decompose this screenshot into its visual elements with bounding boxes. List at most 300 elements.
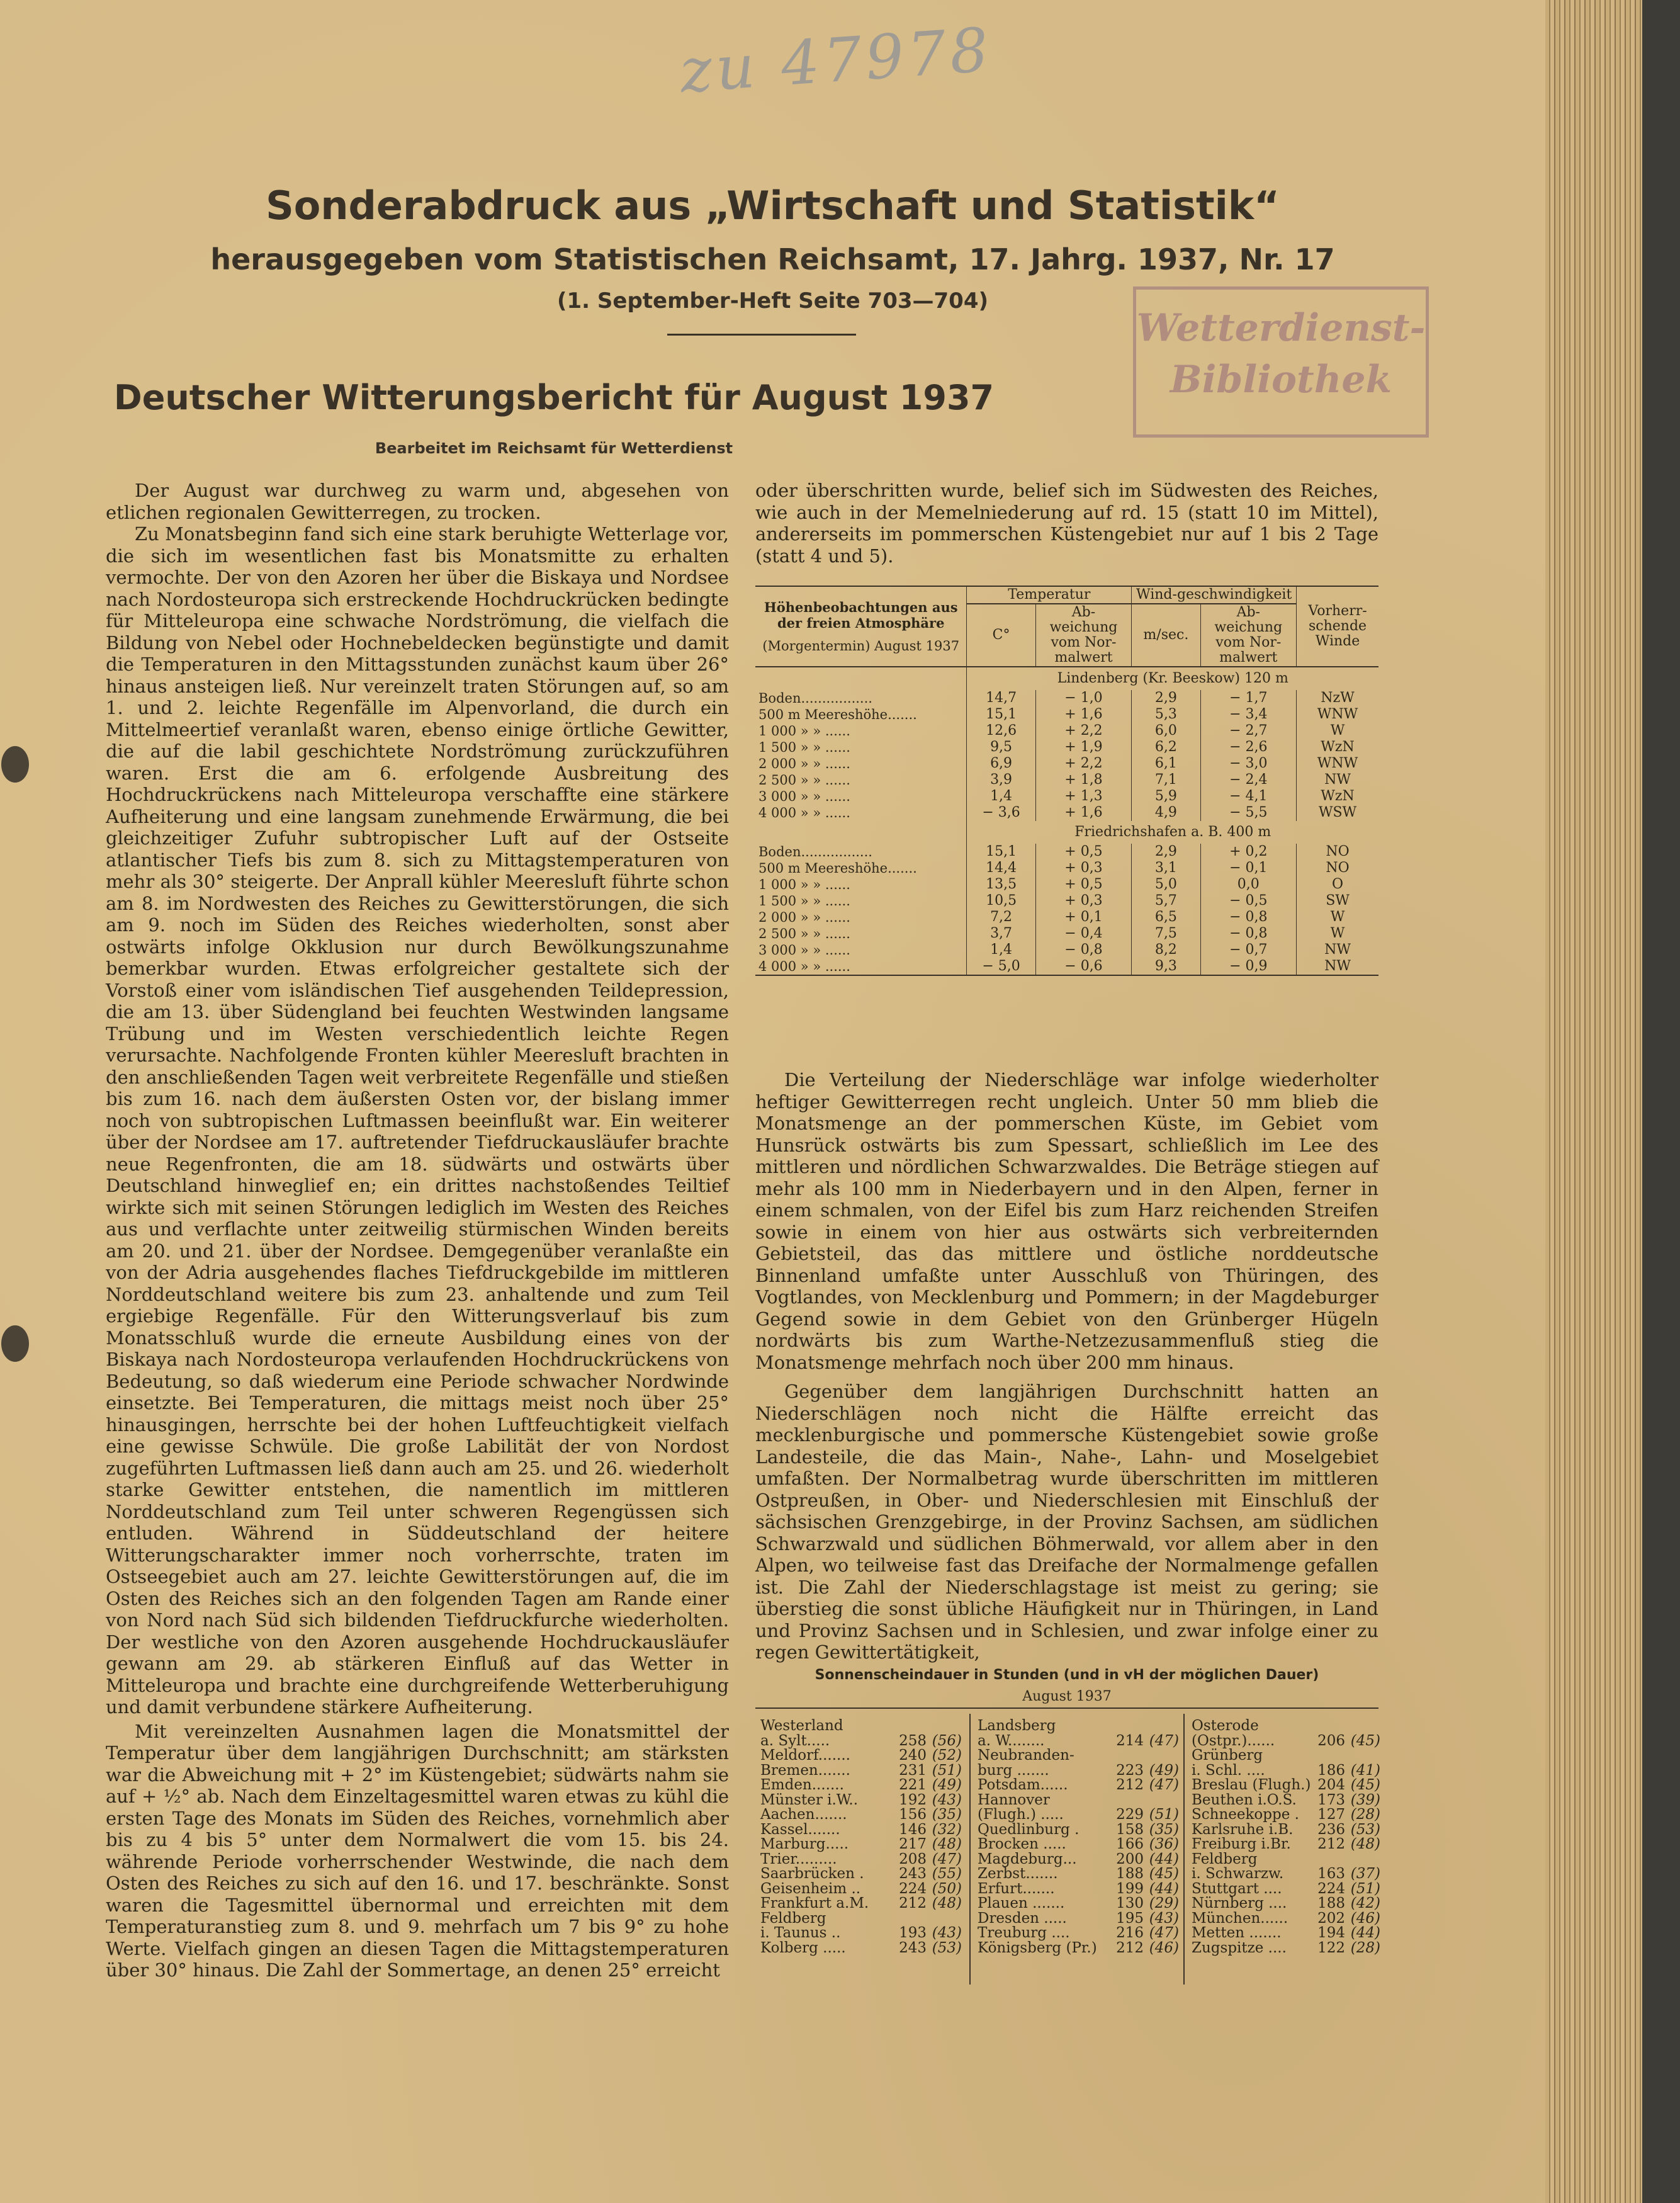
table-cell: NW xyxy=(1297,772,1378,788)
right-column-bottom xyxy=(755,1069,1378,1663)
upper-air-table-body xyxy=(755,667,1378,975)
paragraph: Die Verteilung der Niederschläge war infolge wiederholter heftiger Gewitterregen recht ungleich. Unter 50 mm blieb die Monatsmenge an der pommerschen Küste, im Gebiet vom Hunsrück ostwärts bis zum Spessart, schließlich im Lee des mittleren und nördlichen Schwarzwaldes. Die Beträge stiegen auf mehr als 100 mm in Niederbayern und in den Alpen, ferner in einem schmalen, von der Eifel bis zum Harz reichenden Streifen sowie in einem von hier aus ostwärts sich verbreiternden Gebietsteil, das das mittlere und östliche norddeutsche Binnenland umfaßte unter Ausschluß von Thüringen, des Vogtlandes, von Mecklenburg und Pommern; in der Magdeburger Gegend sowie in dem Gebiet von den Grünberger Hügeln nordwärts bis zum Warthe-Netzezusammenfluß stieg die Monatsmenge mehrfach noch über 200 mm hinaus. xyxy=(755,1069,1378,1373)
station-name: a. W........ xyxy=(978,1732,1045,1749)
table-row xyxy=(755,772,1378,788)
sunshine-hours: 163 xyxy=(1317,1866,1345,1882)
sunshine-hours: 188 xyxy=(1116,1866,1144,1882)
table-cell: + 2,2 xyxy=(1035,756,1132,772)
sunshine-percent xyxy=(1144,1793,1179,1808)
table-row xyxy=(755,723,1378,739)
table-header-temp: Temperatur xyxy=(967,586,1132,604)
table-cell: + 2,2 xyxy=(1035,723,1132,739)
station-name: Frankfurt a.M. xyxy=(760,1895,869,1911)
sunshine-percent: (41) xyxy=(1350,1762,1380,1779)
table-cell: + 1,3 xyxy=(1035,788,1132,805)
sunshine-percent: (39) xyxy=(1350,1791,1380,1808)
station-name: a. Sylt..... xyxy=(760,1732,830,1749)
paragraph: Der August war durchweg zu warm und, abgesehen von etlichen regionalen Gewitterregen, zu trocken. xyxy=(106,480,729,523)
station-name: Stuttgart .... xyxy=(1192,1880,1282,1897)
sunshine-percent: (56) xyxy=(932,1732,962,1749)
table-cell: 14,7 xyxy=(967,690,1035,706)
table-cell: NO xyxy=(1297,860,1378,876)
table-cell: SW xyxy=(1297,893,1378,909)
sunshine-hours: 188 xyxy=(1317,1895,1345,1911)
sunshine-percent: (44) xyxy=(1350,1925,1380,1941)
table-cell: + 1,6 xyxy=(1035,706,1132,723)
sunshine-hours: 231 xyxy=(899,1762,927,1779)
table-cell: WzN xyxy=(1297,788,1378,805)
station-row xyxy=(755,821,1378,844)
sunshine-entry xyxy=(760,1882,962,1897)
table-cell: 4,9 xyxy=(1132,805,1200,821)
sunshine-hours: 202 xyxy=(1317,1910,1345,1927)
table-cell: 13,5 xyxy=(967,876,1035,893)
sunshine-percent: (35) xyxy=(932,1806,962,1823)
sunshine-percent: (45) xyxy=(1350,1732,1380,1749)
sunshine-percent: (43) xyxy=(1149,1910,1179,1927)
binding-band xyxy=(1642,0,1680,2203)
sunshine-entry xyxy=(760,1911,962,1927)
table-cell: W xyxy=(1297,909,1378,926)
table-header-celsius: C° xyxy=(967,604,1035,667)
station-name: Potsdam...... xyxy=(978,1777,1068,1793)
sunshine-entry xyxy=(978,1808,1179,1823)
sunshine-hours: 243 xyxy=(899,1939,927,1956)
sunshine-hours: 212 xyxy=(899,1895,927,1911)
station-name: Breslau (Flugh.) xyxy=(1192,1777,1311,1793)
sunshine-percent: (48) xyxy=(932,1836,962,1852)
sunshine-entry xyxy=(760,1941,962,1956)
sunshine-entry xyxy=(1192,1808,1380,1823)
table-row xyxy=(755,706,1378,723)
sunshine-entry xyxy=(760,1896,962,1911)
sunshine-entry xyxy=(1192,1926,1380,1941)
table-cell: NW xyxy=(1297,958,1378,975)
sunshine-entry xyxy=(760,1823,962,1838)
station-row xyxy=(755,667,1378,690)
sunshine-entry xyxy=(1192,1823,1380,1838)
table-cell: + 0,5 xyxy=(1035,876,1132,893)
sunshine-hours: 214 xyxy=(1116,1732,1144,1749)
header-text: Höhenbeobachtungen aus der freien Atmosphäre xyxy=(764,599,958,631)
sunshine-hours: 166 xyxy=(1116,1836,1144,1852)
sunshine-percent: (45) xyxy=(1149,1866,1179,1882)
station-name: Lindenberg (Kr. Beeskow) 120 m xyxy=(967,667,1378,690)
station-name: Schneekoppe . xyxy=(1192,1806,1299,1823)
sunshine-hours: 193 xyxy=(899,1925,927,1941)
table-cell: 1,4 xyxy=(967,788,1035,805)
row-label: Boden................. xyxy=(758,844,872,859)
row-label: 3 000 » » ...... xyxy=(758,943,850,958)
sunshine-entry xyxy=(760,1778,962,1793)
row-label: 1 000 » » ...... xyxy=(758,723,850,739)
table-cell: − 3,0 xyxy=(1200,756,1297,772)
row-label: 1 500 » » ...... xyxy=(758,740,850,755)
sunshine-percent: (49) xyxy=(932,1777,962,1793)
table-cell: − 0,9 xyxy=(1200,958,1297,975)
table-cell: − 0,6 xyxy=(1035,958,1132,975)
table-cell: 2,9 xyxy=(1132,690,1200,706)
table-cell: 7,1 xyxy=(1132,772,1200,788)
table-cell: 6,0 xyxy=(1132,723,1200,739)
station-name: Münster i.W.. xyxy=(760,1791,859,1808)
table-cell: 8,2 xyxy=(1132,942,1200,958)
table-row xyxy=(755,942,1378,958)
sunshine-entry xyxy=(1192,1941,1380,1956)
station-name: Westerland xyxy=(760,1718,843,1734)
station-name: Zerbst....... xyxy=(978,1866,1058,1882)
sunshine-percent: (43) xyxy=(932,1925,962,1941)
stamp-line-2: Bibliothek xyxy=(1170,358,1392,402)
row-label: 500 m Meereshöhe....... xyxy=(758,861,917,876)
sunshine-percent: (29) xyxy=(1149,1895,1179,1911)
station-name: Nürnberg .... xyxy=(1192,1895,1287,1911)
table-cell: + 1,9 xyxy=(1035,739,1132,756)
sunshine-percent: (47) xyxy=(1149,1732,1179,1749)
station-name: Friedrichshafen a. B. 400 m xyxy=(967,821,1378,844)
sunshine-entry xyxy=(978,1837,1179,1852)
table-cell: − 4,1 xyxy=(1200,788,1297,805)
table-header-title xyxy=(755,586,967,667)
sunshine-column-1 xyxy=(760,1719,962,1956)
sunshine-entry xyxy=(978,1941,1179,1956)
table-header-deviation: Ab-weichung vom Nor-malwert xyxy=(1035,604,1132,667)
sunshine-hours: 194 xyxy=(1317,1925,1345,1941)
sunshine-hours: 206 xyxy=(1317,1732,1345,1749)
station-name: i. Taunus .. xyxy=(760,1925,841,1941)
row-label: 2 000 » » ...... xyxy=(758,910,850,925)
station-name: Landsberg xyxy=(978,1718,1056,1734)
sunshine-percent: (49) xyxy=(1149,1762,1179,1779)
station-name: Marburg..... xyxy=(760,1836,849,1852)
sunshine-percent xyxy=(927,1911,962,1927)
table-row xyxy=(755,805,1378,821)
table-cell: 7,5 xyxy=(1132,926,1200,942)
sunshine-entry xyxy=(1192,1867,1380,1882)
station-name: Magdeburg... xyxy=(978,1850,1077,1867)
sunshine-entry xyxy=(1192,1896,1380,1911)
station-name: Kassel....... xyxy=(760,1821,840,1838)
sunshine-hours: 223 xyxy=(1116,1762,1144,1779)
table-cell: WNW xyxy=(1297,706,1378,723)
sunshine-percent xyxy=(927,1719,962,1734)
table-cell: NW xyxy=(1297,942,1378,958)
table-row xyxy=(755,788,1378,805)
sunshine-hours xyxy=(1316,1748,1345,1764)
table-cell: 15,1 xyxy=(967,706,1035,723)
table-row xyxy=(755,690,1378,706)
sunshine-percent: (42) xyxy=(1350,1895,1380,1911)
right-column-top xyxy=(755,480,1378,567)
sunshine-percent: (44) xyxy=(1149,1850,1179,1867)
table-row xyxy=(755,756,1378,772)
sunshine-percent: (32) xyxy=(932,1821,962,1838)
row-label: 1 000 » » ...... xyxy=(758,877,850,892)
sunshine-hours: 208 xyxy=(899,1850,927,1867)
table-row xyxy=(755,958,1378,975)
table-cell: O xyxy=(1297,876,1378,893)
sunshine-entry xyxy=(760,1852,962,1867)
table-row xyxy=(755,926,1378,942)
sunshine-entry xyxy=(1192,1852,1380,1867)
sunshine-hours: 122 xyxy=(1317,1939,1345,1956)
sunshine-percent xyxy=(1144,1719,1179,1734)
station-name: Emden....... xyxy=(760,1777,844,1793)
row-label: 1 500 » » ...... xyxy=(758,893,850,909)
column-divider xyxy=(969,1714,971,1985)
sunshine-hours: 243 xyxy=(899,1866,927,1882)
table-cell: + 1,6 xyxy=(1035,805,1132,821)
sunshine-hours: 224 xyxy=(1317,1880,1345,1897)
table-cell: W xyxy=(1297,926,1378,942)
sunshine-percent: (48) xyxy=(1350,1836,1380,1852)
row-label: 4 000 » » ...... xyxy=(758,805,850,820)
station-name: Neubranden- xyxy=(978,1747,1074,1764)
station-name: Osterode xyxy=(1192,1718,1259,1734)
sunshine-hours: 240 xyxy=(899,1747,927,1764)
sunshine-entry xyxy=(760,1867,962,1882)
station-name: Karlsruhe i.B. xyxy=(1192,1821,1294,1838)
station-name: Metten ....... xyxy=(1192,1925,1282,1941)
sunshine-percent: (44) xyxy=(1149,1880,1179,1897)
table-cell: − 0,8 xyxy=(1200,926,1297,942)
table-cell: − 3,4 xyxy=(1200,706,1297,723)
station-name: Dresden ..... xyxy=(978,1910,1067,1927)
sunshine-column-3 xyxy=(1192,1719,1380,1956)
sunshine-hours xyxy=(898,1911,927,1927)
station-name: burg ....... xyxy=(978,1762,1049,1779)
table-cell: − 2,6 xyxy=(1200,739,1297,756)
station-name: Brocken ..... xyxy=(978,1836,1066,1852)
sunshine-entry xyxy=(1192,1778,1380,1793)
sunshine-hours: 221 xyxy=(899,1777,927,1793)
sunshine-entry xyxy=(1192,1911,1380,1927)
sunshine-entry xyxy=(978,1896,1179,1911)
table-cell: 2,9 xyxy=(1132,844,1200,860)
sunshine-hours: 217 xyxy=(899,1836,927,1852)
sunshine-entry xyxy=(978,1926,1179,1941)
sunshine-entry xyxy=(978,1764,1179,1779)
sunshine-entry xyxy=(978,1882,1179,1897)
sunshine-column-2 xyxy=(978,1719,1179,1956)
table-row xyxy=(755,844,1378,860)
sunshine-subtitle: August 1937 xyxy=(1022,1689,1112,1704)
sunshine-percent: (45) xyxy=(1350,1777,1380,1793)
paragraph: oder überschritten wurde, belief sich im Südwesten des Reiches, wie auch in der Memelniederung auf rd. 15 (statt 10 im Mittel), andererseits im pommerschen Küstengebiet nur auf 1 bis 2 Tage (statt 4 und 5). xyxy=(755,480,1378,567)
sunshine-hours: 199 xyxy=(1116,1880,1144,1897)
row-label: 500 m Meereshöhe....... xyxy=(758,707,917,722)
table-header-prevailing: Vorherr-schende Winde xyxy=(1297,586,1378,667)
sunshine-percent: (55) xyxy=(932,1866,962,1882)
sunshine-hours: 229 xyxy=(1116,1806,1144,1823)
station-name: Aachen....... xyxy=(760,1806,847,1823)
table-cell: 14,4 xyxy=(967,860,1035,876)
table-cell: − 3,6 xyxy=(967,805,1035,821)
station-name: Freiburg i.Br. xyxy=(1192,1836,1291,1852)
table-cell: − 0,7 xyxy=(1200,942,1297,958)
table-cell: NzW xyxy=(1297,690,1378,706)
reprint-title: Sonderabdruck aus „Wirtschaft und Statistik“ xyxy=(266,183,1280,229)
sunshine-title: Sonnenscheindauer in Stunden (und in vH der möglichen Dauer) xyxy=(815,1667,1319,1683)
sunshine-percent: (43) xyxy=(932,1791,962,1808)
stamp-line-1: Wetterdienst- xyxy=(1136,306,1426,350)
station-name: (Flugh.) ..... xyxy=(978,1806,1064,1823)
station-name: Geisenheim .. xyxy=(760,1880,861,1897)
table-cell: 5,9 xyxy=(1132,788,1200,805)
handwritten-note: zu 47978 xyxy=(677,14,995,107)
sunshine-percent: (46) xyxy=(1350,1910,1380,1927)
table-cell: − 0,8 xyxy=(1200,909,1297,926)
sunshine-hours: 146 xyxy=(899,1821,927,1838)
table-cell: 5,0 xyxy=(1132,876,1200,893)
sunshine-hours: 216 xyxy=(1116,1925,1144,1941)
sunshine-hours xyxy=(1316,1719,1345,1734)
station-name: i. Schwarzw. xyxy=(1192,1866,1284,1882)
sunshine-hours: 258 xyxy=(899,1732,927,1749)
sunshine-percent: (51) xyxy=(932,1762,962,1779)
table-cell: 3,9 xyxy=(967,772,1035,788)
sunshine-entry xyxy=(760,1748,962,1764)
table-cell: WNW xyxy=(1297,756,1378,772)
column-divider xyxy=(1183,1714,1185,1985)
sunshine-hours: 127 xyxy=(1317,1806,1345,1823)
station-name: Quedlinburg . xyxy=(978,1821,1080,1838)
title-rule xyxy=(667,334,856,336)
sunshine-entry xyxy=(978,1778,1179,1793)
table-cell: 12,6 xyxy=(967,723,1035,739)
sunshine-percent: (47) xyxy=(1149,1925,1179,1941)
table-cell: + 0,3 xyxy=(1035,893,1132,909)
table-cell: + 0,2 xyxy=(1200,844,1297,860)
sunshine-hours xyxy=(1115,1719,1144,1734)
row-label: 4 000 » » ...... xyxy=(755,958,967,975)
table-cell: 6,1 xyxy=(1132,756,1200,772)
sunshine-entry xyxy=(1192,1837,1380,1852)
table-cell: 7,2 xyxy=(967,909,1035,926)
sunshine-entry xyxy=(978,1793,1179,1808)
sunshine-percent: (37) xyxy=(1350,1866,1380,1882)
sunshine-entry xyxy=(1192,1793,1380,1808)
table-cell: + 0,3 xyxy=(1035,860,1132,876)
sunshine-hours: 212 xyxy=(1116,1777,1144,1793)
station-name: Hannover xyxy=(978,1791,1050,1808)
sunshine-entry xyxy=(760,1764,962,1779)
sunshine-hours xyxy=(1316,1852,1345,1867)
table-row xyxy=(755,739,1378,756)
report-editor: Bearbeitet im Reichsamt für Wetterdienst xyxy=(375,439,733,457)
station-name: i. Schl. .... xyxy=(1192,1762,1265,1779)
station-name: Saarbrücken . xyxy=(760,1866,864,1882)
sunshine-hours: 158 xyxy=(1116,1821,1144,1838)
row-label: 2 500 » » ...... xyxy=(758,773,850,788)
sunshine-hours: 224 xyxy=(899,1880,927,1897)
station-name: Bremen....... xyxy=(760,1762,850,1779)
station-name: Feldberg xyxy=(1192,1850,1258,1867)
sunshine-percent: (52) xyxy=(932,1747,962,1764)
sunshine-entry xyxy=(978,1911,1179,1927)
station-name: Zugspitze .... xyxy=(1192,1939,1287,1956)
sunshine-entry xyxy=(760,1734,962,1749)
row-label: 2 000 » » ...... xyxy=(758,756,850,771)
sunshine-percent xyxy=(1345,1852,1380,1867)
sunshine-rule xyxy=(755,1707,1378,1709)
sunshine-entry xyxy=(1192,1882,1380,1897)
sunshine-percent xyxy=(1345,1719,1380,1734)
table-cell: − 1,7 xyxy=(1200,690,1297,706)
table-row xyxy=(755,909,1378,926)
sunshine-hours: 195 xyxy=(1116,1910,1144,1927)
station-name: München...... xyxy=(1192,1910,1288,1927)
sunshine-entry xyxy=(760,1793,962,1808)
sunshine-percent: (51) xyxy=(1149,1806,1179,1823)
table-cell: NO xyxy=(1297,844,1378,860)
table-cell: 9,3 xyxy=(1132,958,1200,975)
report-title: Deutscher Witterungsbericht für August 1937 xyxy=(113,378,995,417)
table-cell: W xyxy=(1297,723,1378,739)
station-name: Königsberg (Pr.) xyxy=(978,1939,1097,1956)
table-cell: 5,3 xyxy=(1132,706,1200,723)
row-label: 2 500 » » ...... xyxy=(758,926,850,941)
station-name: Beuthen i.O.S. xyxy=(1192,1791,1297,1808)
sunshine-entry xyxy=(1192,1719,1380,1734)
table-cell: 9,5 xyxy=(967,739,1035,756)
table-cell: 0,0 xyxy=(1200,876,1297,893)
paragraph: Mit vereinzelten Ausnahmen lagen die Monatsmittel der Temperatur über dem langjährigen Durchschnitt; am stärksten war die Abweichung mit + 2° im Küstengebiet; südwärts nahm sie auf + ½° ab. Nach dem Einzeltagesmittel waren etwas zu kühl die ersten Tage des Monats im Süden des Reiches, vornehmlich aber bis zu 4 bis 5° unter dem Normalwert die vom 15. bis 24. währende Periode vorherrschender Westwinde, die nach dem Osten des Reiches zu sich auf den 16. und 17. beschränkte. Sonst waren die Tagesmittel übernormal und erreichten mit dem Temperaturanstieg zum 8. und 9. mehrfach um 7 bis 9° zu hohe Werte. Vielfach gingen an diesen Tagen die Mittagstemperaturen über 30° hinaus. Die Zahl der Sommertage, an denen 25° erreicht xyxy=(106,1720,729,1981)
station-name: Meldorf....... xyxy=(760,1747,850,1764)
sunshine-hours xyxy=(898,1719,927,1734)
table-cell: 5,7 xyxy=(1132,893,1200,909)
table-cell: WSW xyxy=(1297,805,1378,821)
table-cell: − 0,1 xyxy=(1200,860,1297,876)
table-cell: 6,9 xyxy=(967,756,1035,772)
sunshine-percent: (53) xyxy=(932,1939,962,1956)
sunshine-entry xyxy=(760,1719,962,1734)
table-row xyxy=(755,876,1378,893)
sunshine-percent: (47) xyxy=(932,1850,962,1867)
table-cell: + 1,8 xyxy=(1035,772,1132,788)
sunshine-entry xyxy=(1192,1764,1380,1779)
table-cell: 3,1 xyxy=(1132,860,1200,876)
table-header-deviation: Ab-weichung vom Nor-malwert xyxy=(1200,604,1297,667)
sunshine-percent: (36) xyxy=(1149,1836,1179,1852)
station-name: Kolberg ..... xyxy=(760,1939,846,1956)
sunshine-entry xyxy=(1192,1748,1380,1764)
sunshine-hours: 204 xyxy=(1317,1777,1345,1793)
sunshine-hours xyxy=(1115,1748,1144,1764)
sunshine-percent: (28) xyxy=(1350,1939,1380,1956)
station-name: Erfurt....... xyxy=(978,1880,1055,1897)
sunshine-hours: 156 xyxy=(899,1806,927,1823)
station-name: Treuburg .... xyxy=(978,1925,1070,1941)
issue-line: (1. September-Heft Seite 703—704) xyxy=(556,288,989,314)
table-row xyxy=(755,860,1378,876)
station-name: Feldberg xyxy=(760,1910,826,1927)
sunshine-entry xyxy=(760,1808,962,1823)
table-cell: − 2,7 xyxy=(1200,723,1297,739)
sunshine-percent: (50) xyxy=(932,1880,962,1897)
book-page-edges xyxy=(1545,0,1680,2203)
table-cell: 10,5 xyxy=(967,893,1035,909)
paragraph: Zu Monatsbeginn fand sich eine stark beruhigte Wetterlage vor, die sich im wesentlichen fast bis Monatsmitte zu erhalten vermochte. Der von den Azoren her über die Biskaya und Nordsee nach Nordosteuropa sich erstreckende Hochdruckrücken bedingte für Mitteleuropa eine schwache Nordströmung, die vielfach die Bildung von Nebel oder Hochnebeldecken begünstigte und damit die Temperaturen in den Mittagsstunden zunächst kaum über 26° hinaus ansteigen ließ. Nur vereinzelt traten Störungen auf, so am 1. und 2. leichte Regenfälle im Alpenvorland, die durch ein Mittelmeertief veranlaßt waren, ebenso einige örtliche Gewitter, die auf die labil geschichtete Nordströmung zurückzuführen waren. Erst die am 6. erfolgende Ausbreitung des Hochdruckrückens nach Mitteleuropa verschaffte eine stärkere Aufheiterung und eine langsam zunehmende Erwärmung, die bei gleichzeitiger Zufuhr subtropischer Luft auf der Ostseite atlantischer Tiefs bis zum 8. sich zu Mittagstemperaturen von mehr als 30° steigerte. Der Anprall kühler Meeresluft führte schon am 8. im Nordwesten des Reiches zu Gewitterstörungen, die sich am 9. noch im Süden des Reiches wiederholten, sonst aber ostwärts infolge Okklusion nur durch Bewölkungszunahme bemerkbar wurden. Etwas erfolgreicher gestaltete sich der Vorstoß einer vom isländischen Tief ausgehenden Teildepression, die am 13. über Südengland bei feuchten Westwinden langsame Trübung und im Westen verschiedentlich leichte Regen verursachte. Nachfolgende Fronten kühler Meeresluft brachten in den anschließenden Tagen weit verbreitete Regenfälle und stießen bis zum 16. nach dem äußersten Osten vor, der bislang immer noch von subtropischen Luftmassen beeinflußt war. Ein weiterer über der Nordsee am 17. auftretender Tiefdruckausläufer brachte neue Regenfronten, die am 18. südwärts und ostwärts über Deutschland hinweglief en; ein drittes nachstoßendes Teiltief wirkte sich mit seinen Störungen lediglich im Westen des Reiches aus und verflachte unter zeitweilig stürmischen Winden bereits am 20. und 21. über der Nordsee. Demgegenüber veranlaßte ein von der Adria ausgehendes flaches Tiefdruckgebilde im mittleren Norddeutschland weitere bis zum 23. anhaltende und zum Teil ergiebige Regenfälle. Für den Witterungsverlauf bis zum Monatsschluß wurde die erneute Ausbildung eines von der Biskaya nach Nordosteuropa verlaufenden Hochdruckrückens von Bedeutung, so daß wiederum eine Periode schwacher Nordwinde einsetzte. Bei Temperaturen, die mittags meist noch über 25° hinausgingen, herrschte bei der hohen Luftfeuchtigkeit vielfach eine gewisse Schwüle. Die große Labilität der von Nordost zugeführten Luftmassen ließ dann auch am 25. und 26. wiederholt starke Gewitter entstehen, die namentlich im mittleren Norddeutschland zum Teil unter schweren Regengüssen sich entluden. Während in Süddeutschland der heitere Witterungscharakter immer noch vorherrschte, traten im Ostseegebiet auch am 27. leichte Gewitterstörungen auf, die im Osten des Reiches sich an den folgenden Tagen am Rande einer von Nord nach Süd sich bildenden Tiefdruckfurche wiederholten. Der westliche von den Azoren ausgehende Hochdruckausläufer gewann am 29. ab stärkeren Einfluß auf das Wetter in Mitteleuropa und brachte eine durchgreifende Wetterberuhigung und damit verbundene stärkere Aufheiterung. xyxy=(106,523,729,1718)
table-cell: − 5,5 xyxy=(1200,805,1297,821)
sunshine-percent: (53) xyxy=(1350,1821,1380,1838)
table-cell: + 0,1 xyxy=(1035,909,1132,926)
sunshine-entry xyxy=(978,1719,1179,1734)
sunshine-percent: (28) xyxy=(1350,1806,1380,1823)
table-header-wind: Wind-geschwindigkeit xyxy=(1132,586,1297,604)
sunshine-hours: 173 xyxy=(1317,1791,1345,1808)
sunshine-percent xyxy=(1144,1748,1179,1764)
